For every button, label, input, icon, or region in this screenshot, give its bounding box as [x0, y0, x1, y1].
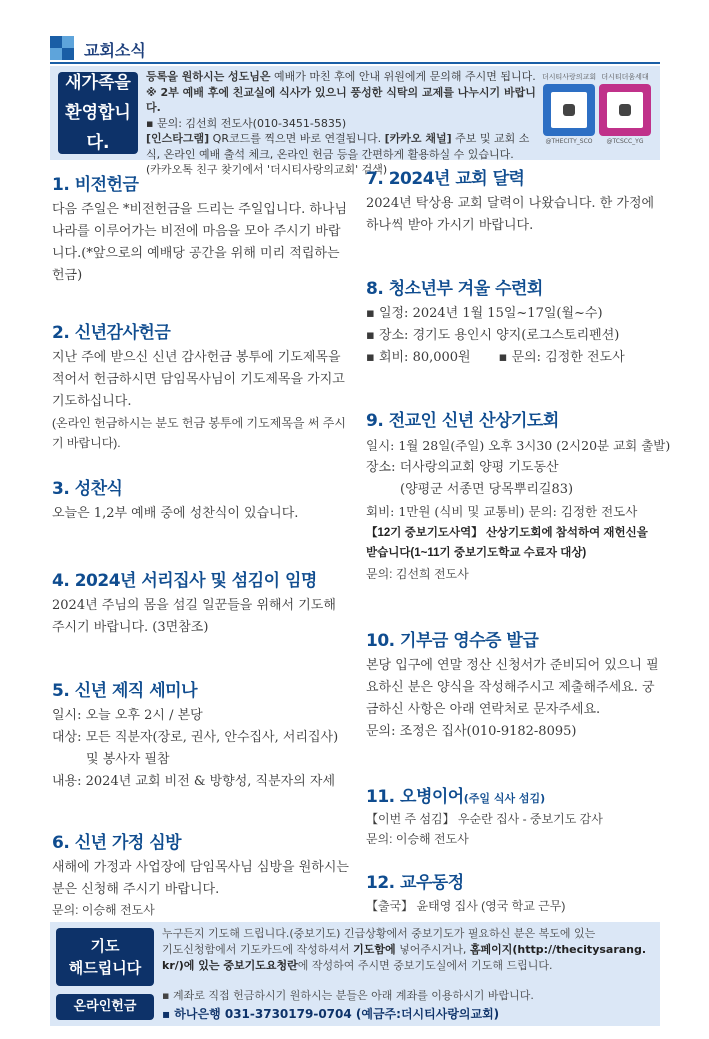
section-heading: 6. 신년 가정 심방	[52, 833, 182, 853]
seminar-time: 일시: 오늘 오후 2시 / 본당	[52, 708, 203, 723]
prayer-address: (양평군 서종면 당목뿌리길83)	[400, 482, 574, 497]
homepage-link[interactable]: 홈페이지(http://thecitysarang.	[469, 943, 647, 956]
qr-code-icon	[543, 84, 595, 136]
section-heading: 8. 청소년부 겨울 수련회	[366, 279, 543, 299]
bank-account: ▪ 하나은행 031-3730179-0704 (예금주:더시티사랑의교회)	[162, 1007, 500, 1021]
online-offering-button[interactable]: 온라인헌금	[56, 994, 154, 1020]
section-body: 2024년 탁상용 교회 달력이 나왔습니다. 한 가정에 하나씩 받아 가시기 바랍니다.	[366, 196, 655, 233]
qr-instagram-id: @TCSCC_YG	[606, 138, 644, 145]
welcome-line6: (카카오톡 친구 찾기에서 '더시티사랑의교회' 검색)	[146, 163, 388, 176]
church-news-logo-icon	[50, 36, 74, 60]
section-heading: 2. 신년감사헌금	[52, 323, 171, 343]
homepage-link-cont[interactable]: kr/)에 있는 중보기도요청란	[162, 959, 298, 972]
section-header	[50, 34, 660, 62]
section-youth-retreat	[366, 274, 662, 369]
prayer-line2-b: 기도함에	[353, 943, 396, 956]
section-body: 새해에 가정과 사업장에 담임목사님 심방을 원하시는 분은 신청해 주시기 바랍니다.	[52, 860, 349, 897]
section-heading: 3. 성찬식	[52, 479, 123, 499]
section-vision-offering	[52, 170, 352, 287]
online-offering-text	[162, 988, 656, 1022]
section-body: 2024년 주님의 몸을 섬길 일꾼들을 위해서 기도해 주시기 바랍니다. (3면참조)	[52, 598, 336, 635]
retreat-fee-row	[366, 347, 662, 369]
section-contact: 문의: 김선희 전도사	[366, 567, 469, 581]
qr-instagram[interactable]	[598, 72, 652, 154]
prayer-line2-c: 넣어주시거나,	[395, 943, 470, 956]
welcome-line1-bold: 등록을 원하시는 성도님은	[146, 70, 271, 83]
retreat-date: ▪ 일정: 2024년 1월 15일~17일(월~수)	[366, 306, 603, 321]
section-heading: 1. 비전헌금	[52, 175, 139, 195]
section-body: 오늘은 1,2부 예배 중에 성찬식이 있습니다.	[52, 506, 299, 521]
prayer-intercession-note: 【12기 중보기도사역】 산상기도회에 참석하여 재헌신을 받습니다(1~11기 중보기도학교 수료자 대상)	[366, 527, 648, 559]
member-news-item: 【출국】 윤태영 집사 (영국 학교 근무)	[366, 899, 566, 913]
section-member-news	[366, 868, 662, 917]
section-donation-receipt	[366, 626, 662, 743]
bottom-box	[50, 922, 660, 1026]
qr-kakao[interactable]	[542, 72, 596, 154]
welcome-line1-rest: 예배가 마친 후에 안내 위원에게 문의해 주시면 됩니다.	[270, 70, 536, 83]
qr-code-icon	[599, 84, 651, 136]
qr-instagram-label: 더시티더움세대	[601, 73, 649, 81]
online-line1: ▪ 계좌로 직접 헌금하시기 원하시는 분들은 아래 계좌를 이용하시기 바랍니다.	[162, 989, 534, 1002]
section-heading: 11. 오병이어	[366, 787, 464, 807]
section-body: 다음 주일은 *비전헌금을 드리는 주일입니다. 하나님 나라를 이루어가는 비전에 마음을 모아 주시기 바랍니다.(*앞으로의 예배당 공간을 위해 미리 적립하는 헌금)	[52, 202, 348, 283]
welcome-badge	[58, 72, 138, 154]
welcome-line5: 식, 온라인 예배 출석 체크, 온라인 헌금 등을 간편하게 활용하실 수 있습니다.	[146, 147, 514, 161]
section-note: (온라인 헌금하시는 분도 헌금 봉투에 기도제목을 써 주시기 바랍니다).	[52, 416, 346, 450]
section-heading: 5. 신년 제직 세미나	[52, 681, 197, 701]
section-communion	[52, 474, 352, 525]
welcome-line3: ▪ 문의: 김선희 전도사(010-3451-5835)	[146, 116, 347, 130]
welcome-box	[50, 66, 660, 176]
header-divider	[50, 62, 660, 64]
section-heading: 9. 전교인 신년 산상기도회	[366, 411, 559, 431]
section-body: 지난 주에 받으신 신년 감사헌금 봉투에 기도제목을 적어서 헌금하시면 담임목사님이 기도제목을 가지고 기도하십니다.	[52, 350, 345, 409]
qr-kakao-label: 더시티사랑의교회	[542, 73, 597, 81]
seminar-content: 내용: 2024년 교회 비전 & 방향성, 직분자의 자세	[52, 774, 336, 789]
prayer-line3-b: 에 작성하여 주시면 중보기도실에서 기도해 드립니다.	[297, 959, 553, 972]
section-deacon-appointment	[52, 566, 352, 639]
section-heading: 4. 2024년 서리집사 및 섬김이 임명	[52, 571, 317, 591]
retreat-contact: ▪ 문의: 김정한 전도사	[498, 350, 625, 365]
section-contact: 문의: 이승해 전도사	[52, 903, 155, 917]
prayer-time: 일시: 1월 28일(주일) 오후 3시30 (2시20분 교회 출발)	[366, 438, 671, 453]
welcome-insta-label: [인스타그램]	[146, 132, 210, 145]
welcome-badge-line1: 새가족을	[65, 73, 131, 93]
meal-service: 【이번 주 섬김】 우순란 집사 - 중보기도 감사	[366, 812, 603, 826]
prayer-request-button[interactable]	[56, 928, 154, 986]
welcome-line4-d: 주보 및 교회 소	[451, 132, 530, 145]
retreat-place: ▪ 장소: 경기도 용인시 양지(로그스토리펜션)	[366, 328, 620, 343]
prayer-text	[162, 926, 656, 974]
seminar-target-cont: 및 봉사자 필참	[86, 752, 170, 767]
section-body: 본당 입구에 연말 정산 신청서가 준비되어 있으니 필요하신 분은 양식을 작성해주시고 제출해주세요. 궁금하신 사항은 아래 연락처로 문자주세요.	[366, 658, 659, 717]
prayer-place: 장소: 더사랑의교회 양평 기도동산	[366, 460, 559, 475]
qr-kakao-id: @THECITY_SCO	[545, 138, 593, 145]
section-seminar	[52, 676, 352, 793]
section-calendar	[366, 164, 662, 237]
section-five-loaves	[366, 782, 662, 849]
prayer-fee: 회비: 1만원 (식비 및 교통비) 문의: 김정한 전도사	[366, 504, 638, 519]
section-heading: 7. 2024년 교회 달력	[366, 169, 525, 189]
welcome-kakao-label: [카카오 채널]	[384, 132, 452, 145]
prayer-btn-line2: 해드립니다	[68, 959, 142, 977]
section-newyear-offering	[52, 318, 352, 453]
section-title: 교회소식	[84, 41, 146, 60]
prayer-btn-line1: 기도	[90, 937, 120, 955]
welcome-line4-b: QR코드를 찍으면 바로 연결됩니다.	[209, 132, 385, 145]
section-contact: 문의: 이승해 전도사	[366, 832, 469, 846]
section-mountain-prayer	[366, 406, 671, 585]
retreat-fee: ▪ 회비: 80,000원	[366, 350, 471, 365]
welcome-line2: ※ 2부 예배 후에 친교실에 식사가 있으니 풍성한 식탁의 교제를 나누시기 바랍니다.	[146, 85, 536, 114]
prayer-line2-a: 기도신청함에서 기도카드에 작성하셔서	[162, 943, 354, 956]
welcome-text	[146, 69, 540, 178]
section-heading: 12. 교우동정	[366, 873, 464, 893]
welcome-badge-line2: 환영합니다.	[65, 103, 131, 153]
prayer-line1: 누구든지 기도해 드립니다.(중보기도) 긴급상황에서 중보기도가 필요하신 분은 복도에 있는	[162, 927, 596, 940]
section-heading-sub: (주일 식사 섬김)	[463, 792, 546, 805]
section-home-visit	[52, 828, 352, 919]
section-heading: 10. 기부금 영수증 발급	[366, 631, 539, 651]
seminar-target: 대상: 모든 직분자(장로, 권사, 안수집사, 서리집사)	[52, 730, 339, 745]
section-contact: 문의: 조정은 집사(010-9182-8095)	[366, 724, 577, 739]
